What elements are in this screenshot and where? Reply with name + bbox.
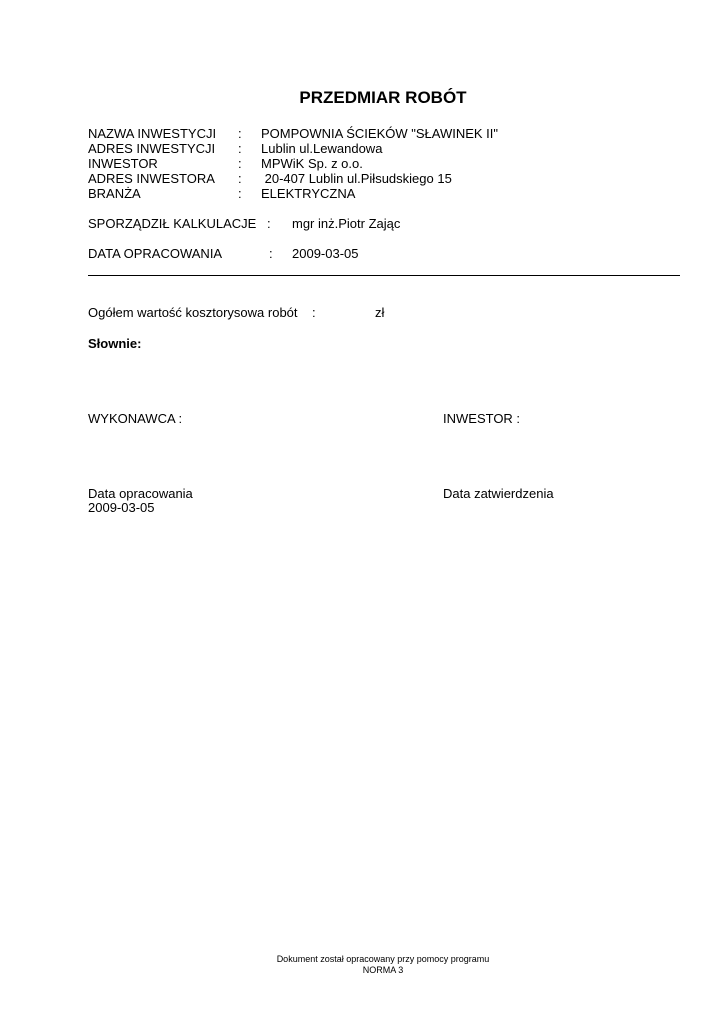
investment-address-value: Lublin ul.Lewandowa bbox=[261, 141, 383, 156]
investor-value: MPWiK Sp. z o.o. bbox=[261, 156, 363, 171]
in-words-label: Słownie: bbox=[88, 336, 142, 351]
investor-signature-label: INWESTOR : bbox=[443, 411, 521, 426]
investment-address-label: ADRES INWESTYCJI bbox=[88, 141, 216, 156]
footer-line-1: Dokument został opracowany przy pomocy programu bbox=[276, 954, 490, 964]
horizontal-divider bbox=[88, 275, 680, 276]
prepared-by-value: mgr inż.Piotr Zając bbox=[292, 216, 401, 231]
prepared-date-value: 2009-03-05 bbox=[292, 246, 359, 261]
footer-line-2: NORMA 3 bbox=[362, 965, 404, 975]
investment-name-value: POMPOWNIA ŚCIEKÓW "SŁAWINEK II" bbox=[261, 126, 499, 141]
investment-name-label: NAZWA INWESTYCJI bbox=[88, 126, 217, 141]
investor-address-label: ADRES INWESTORA bbox=[88, 171, 215, 186]
prepared-by-label: SPORZĄDZIŁ KALKULACJE bbox=[88, 216, 257, 231]
preparation-date-value: 2009-03-05 bbox=[88, 500, 155, 515]
investor-label: INWESTOR bbox=[88, 156, 158, 171]
branch-value: ELEKTRYCZNA bbox=[261, 186, 356, 201]
contractor-label: WYKONAWCA : bbox=[88, 411, 183, 426]
branch-label: BRANŻA bbox=[88, 186, 141, 201]
total-value-currency: zł bbox=[375, 305, 385, 320]
branch-colon: : bbox=[238, 186, 242, 201]
preparation-date-label: Data opracowania bbox=[88, 486, 193, 501]
prepared-date-label: DATA OPRACOWANIA bbox=[88, 246, 223, 261]
prepared-by-colon: : bbox=[267, 216, 271, 231]
approval-date-label: Data zatwierdzenia bbox=[443, 486, 554, 501]
document-title: PRZEDMIAR ROBÓT bbox=[299, 88, 467, 107]
investment-name-colon: : bbox=[238, 126, 242, 141]
investor-address-value: 20-407 Lublin ul.Piłsudskiego 15 bbox=[261, 171, 452, 186]
total-value-colon: : bbox=[312, 305, 316, 320]
investor-address-colon: : bbox=[238, 171, 242, 186]
total-value-label: Ogółem wartość kosztorysowa robót bbox=[88, 305, 298, 320]
prepared-date-colon: : bbox=[269, 246, 273, 261]
investment-address-colon: : bbox=[238, 141, 242, 156]
investor-colon: : bbox=[238, 156, 242, 171]
